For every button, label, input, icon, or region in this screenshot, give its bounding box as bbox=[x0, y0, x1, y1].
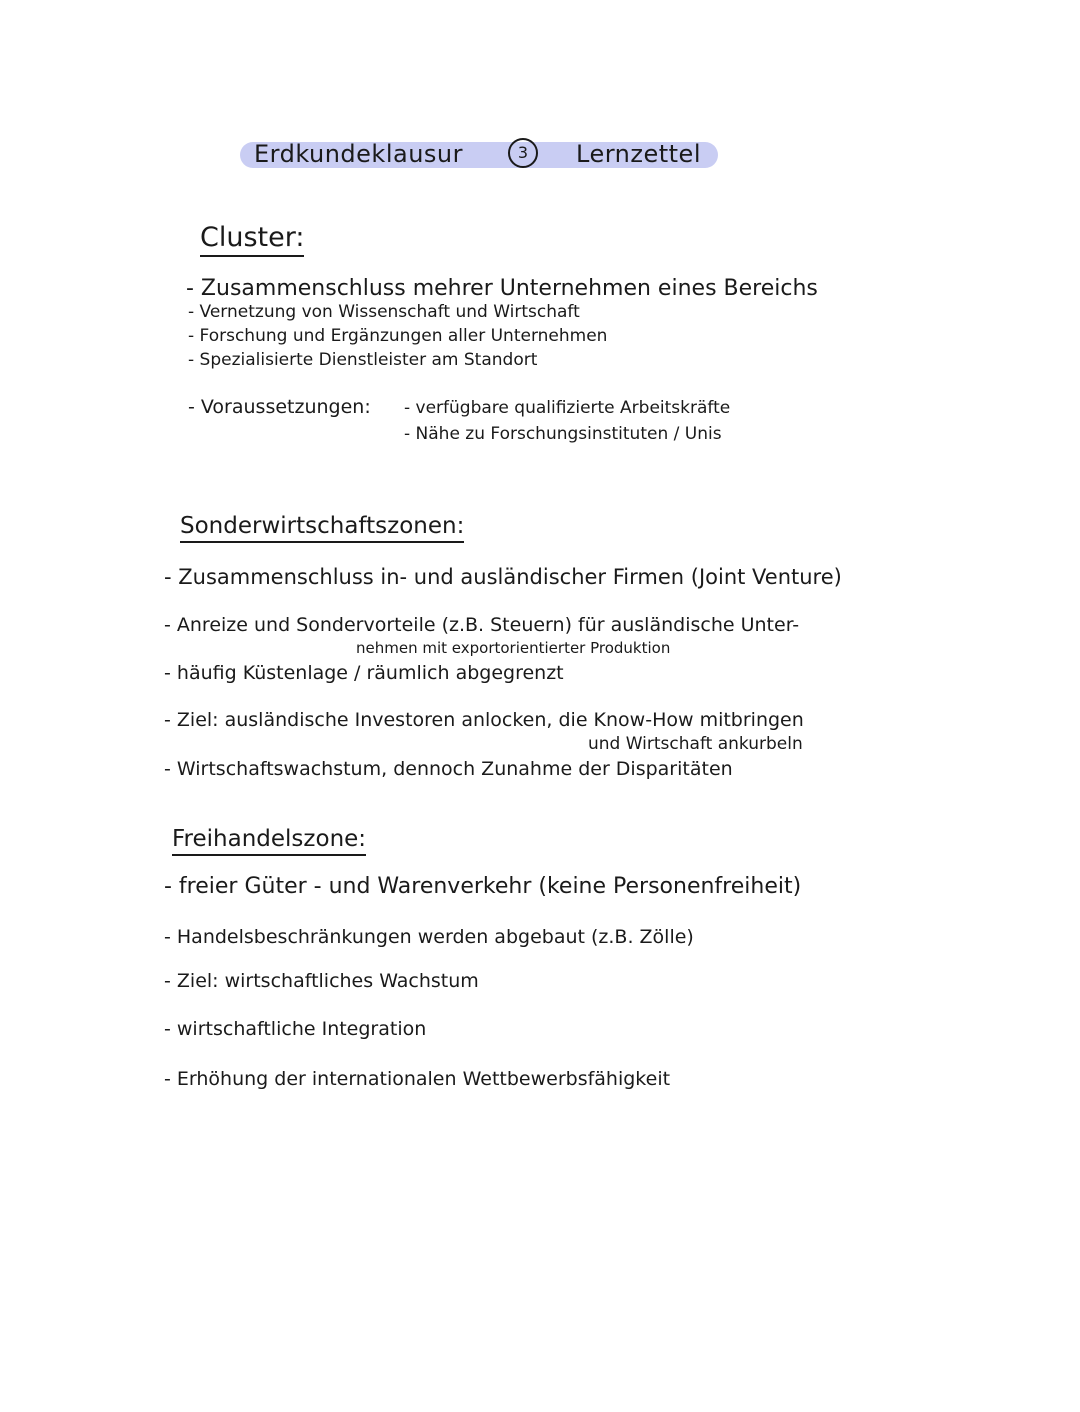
sonder-line-2-cont: nehmen mit exportorientierter Produktion bbox=[356, 639, 671, 657]
cluster-prereq-item-2: - Nähe zu Forschungsinstituten / Unis bbox=[404, 424, 722, 444]
frei-line-5: - Erhöhung der internationalen Wettbewerbsfähigkeit bbox=[164, 1068, 671, 1090]
header-title: Erdkundeklausur bbox=[254, 140, 463, 168]
frei-line-4: - wirtschaftliche Integration bbox=[164, 1018, 427, 1040]
sonder-line-2: - Anreize und Sondervorteile (z.B. Steuern) für ausländische Unter- bbox=[164, 614, 800, 636]
page-header bbox=[240, 138, 718, 170]
cluster-prereq-label: - Voraussetzungen: bbox=[188, 396, 371, 418]
cluster-line-1: - Zusammenschluss mehrer Unternehmen eines Bereichs bbox=[186, 276, 818, 301]
frei-line-1: - freier Güter - und Warenverkehr (keine Personenfreiheit) bbox=[164, 874, 802, 899]
cluster-line-4: - Spezialisierte Dienstleister am Standort bbox=[188, 350, 538, 370]
sonder-line-5: - Wirtschaftswachstum, dennoch Zunahme der Disparitäten bbox=[164, 758, 733, 780]
sonder-line-3: - häufig Küstenlage / räumlich abgegrenzt bbox=[164, 662, 564, 684]
header-number-circle: 3 bbox=[508, 138, 538, 168]
sonder-heading: Sonderwirtschaftszonen: bbox=[180, 513, 464, 543]
cluster-heading: Cluster: bbox=[200, 222, 304, 257]
sonder-line-4: - Ziel: ausländische Investoren anlocken, die Know-How mitbringen bbox=[164, 709, 804, 731]
sonder-line-1: - Zusammenschluss in- und ausländischer Firmen (Joint Venture) bbox=[164, 565, 842, 589]
frei-line-3: - Ziel: wirtschaftliches Wachstum bbox=[164, 970, 479, 992]
frei-line-2: - Handelsbeschränkungen werden abgebaut (z.B. Zölle) bbox=[164, 926, 694, 948]
cluster-line-2: - Vernetzung von Wissenschaft und Wirtschaft bbox=[188, 302, 580, 322]
frei-heading: Freihandelszone: bbox=[172, 826, 366, 856]
sonder-line-4-cont: und Wirtschaft ankurbeln bbox=[588, 734, 803, 754]
cluster-line-3: - Forschung und Ergänzungen aller Unternehmen bbox=[188, 326, 608, 346]
header-subtitle: Lernzettel bbox=[576, 140, 701, 168]
cluster-prereq-item-1: - verfügbare qualifizierte Arbeitskräfte bbox=[404, 398, 731, 418]
